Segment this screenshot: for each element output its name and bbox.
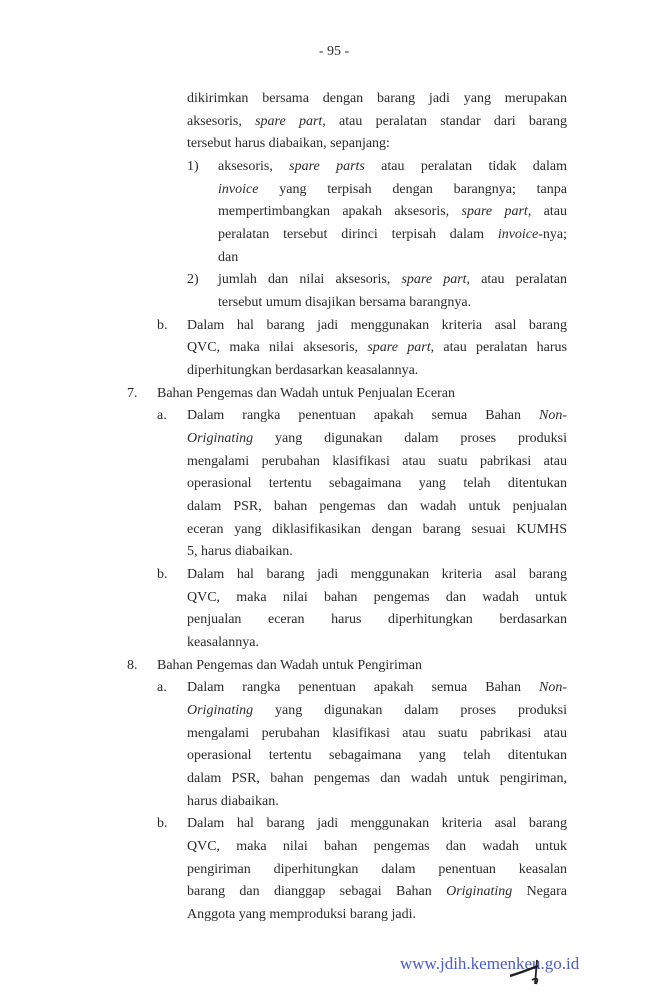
text-segment: yang digunakan dalam proses produksi xyxy=(253,431,567,447)
text-line xyxy=(218,226,567,244)
text-segment: Dalam hal barang jadi menggunakan kriteria asal barang xyxy=(187,816,567,832)
italic-term: spare part xyxy=(401,272,467,288)
italic-term: spare part xyxy=(367,340,431,356)
text-line xyxy=(187,430,567,448)
text-line xyxy=(218,158,567,176)
text-line xyxy=(218,249,238,267)
text-line xyxy=(187,407,567,425)
text-segment: dikirimkan bersama dengan barang jadi yang merupakan xyxy=(187,91,567,106)
list-marker: 1) xyxy=(187,159,199,174)
text-line xyxy=(187,725,567,743)
italic-term: Originating xyxy=(446,884,513,900)
text-segment: Anggota yang memproduksi barang jadi. xyxy=(187,907,417,923)
footer-website-link[interactable]: www.jdih.kemenkeu.go.id xyxy=(400,954,580,973)
text-segment: Dalam hal barang jadi menggunakan kriteria asal barang xyxy=(187,317,567,333)
text-segment: pengiriman diperhitungkan dalam penentuan keasalan xyxy=(187,861,567,877)
text-line xyxy=(187,566,567,584)
text-segment: dalam PSR, bahan pengemas dan wadah untuk penjualan xyxy=(187,499,567,515)
list-marker: a. xyxy=(157,680,167,696)
italic-term: Originating xyxy=(187,431,254,447)
text-segment: mengalami perubahan klasifikasi atau suatu pabrikasi atau xyxy=(187,453,567,469)
text-segment: operasional tertentu sebagaimana yang telah ditentukan xyxy=(187,748,567,764)
text-line xyxy=(187,521,567,539)
text-segment: , atau peralatan harus xyxy=(430,340,567,356)
text-segment: peralatan tersebut dirinci terpisah dalam xyxy=(218,227,498,243)
list-marker: b. xyxy=(157,317,168,333)
list-marker: a. xyxy=(157,408,167,424)
text-line xyxy=(187,702,567,720)
text-line xyxy=(157,657,422,675)
text-segment: operasional tertentu sebagaimana yang telah ditentukan xyxy=(187,476,567,492)
list-marker: 2) xyxy=(187,272,199,288)
text-segment: harus diabaikan. xyxy=(187,793,279,809)
text-segment: aksesoris, xyxy=(187,113,256,129)
text-line xyxy=(187,906,416,924)
text-segment: mempertimbangkan apakah aksesoris, xyxy=(218,204,462,220)
text-segment: jumlah dan nilai aksesoris, xyxy=(218,272,402,288)
text-line xyxy=(218,203,567,221)
text-line xyxy=(187,747,567,765)
text-line xyxy=(187,362,418,380)
text-segment: penjualan eceran harus diperhitungkan berdasarkan xyxy=(187,612,567,628)
page-number: - 95 - xyxy=(318,44,350,59)
text-line xyxy=(187,589,567,607)
text-segment: , atau peralatan standar dari barang xyxy=(322,113,568,129)
text-segment: -nya; xyxy=(538,227,567,243)
italic-term: spare parts xyxy=(289,159,365,174)
text-segment: , atau xyxy=(527,204,567,220)
italic-term: Non- xyxy=(539,680,567,696)
text-segment: tersebut umum disajikan bersama barangnya. xyxy=(218,295,472,311)
italic-term: Originating xyxy=(187,703,254,719)
text-segment: yang terpisah dengan barangnya; tanpa xyxy=(258,181,567,197)
text-segment: Dalam hal barang jadi menggunakan kriteria asal barang xyxy=(187,567,567,583)
list-marker: 7. xyxy=(127,385,138,401)
text-segment: Negara xyxy=(512,884,567,900)
list-marker: b. xyxy=(157,816,168,832)
text-segment: Dalam rangka penentuan apakah semua Bahan xyxy=(187,408,539,424)
text-segment: QVC, maka nilai bahan pengemas dan wadah untuk xyxy=(187,589,567,605)
text-line xyxy=(187,498,567,516)
text-line xyxy=(187,543,293,561)
text-line xyxy=(187,679,567,697)
text-segment: atau peralatan tidak dalam xyxy=(364,159,567,174)
signature-initial-icon xyxy=(510,958,570,988)
text-line xyxy=(187,317,567,335)
text-segment: diperhitungkan berdasarkan keasalannya. xyxy=(187,363,419,379)
text-line xyxy=(218,294,471,312)
text-segment: Bahan Pengemas dan Wadah untuk Pengiriman xyxy=(157,657,422,673)
text-line xyxy=(187,113,567,131)
text-segment: tersebut harus diabaikan, sepanjang: xyxy=(187,136,390,152)
text-line xyxy=(187,770,567,788)
text-segment: aksesoris, xyxy=(218,159,290,174)
text-line xyxy=(187,611,567,629)
italic-term: Non- xyxy=(539,408,567,424)
text-line xyxy=(187,90,567,108)
text-segment: , atau peralatan xyxy=(466,272,567,288)
text-segment: barang dan dianggap sebagai Bahan xyxy=(187,884,447,900)
text-segment: eceran yang diklasifikasikan dengan barang sesuai KUMHS xyxy=(187,521,567,537)
text-line xyxy=(187,861,567,879)
text-segment: Bahan Pengemas dan Wadah untuk Penjualan Eceran xyxy=(157,385,455,401)
text-segment: dan xyxy=(218,249,239,265)
text-segment: dalam PSR, bahan pengemas dan wadah untuk pengiriman, xyxy=(187,771,567,787)
italic-term: invoice xyxy=(218,181,259,197)
text-line xyxy=(187,838,567,856)
text-line xyxy=(187,793,279,811)
text-segment: mengalami perubahan klasifikasi atau suatu pabrikasi atau xyxy=(187,725,567,741)
text-line xyxy=(187,453,567,471)
text-segment: Dalam rangka penentuan apakah semua Bahan xyxy=(187,680,539,696)
italic-term: invoice xyxy=(497,227,539,243)
text-line xyxy=(187,815,567,833)
italic-term: spare part xyxy=(461,204,528,220)
text-line xyxy=(218,271,567,289)
text-line xyxy=(187,883,567,901)
text-line xyxy=(218,181,567,199)
text-line xyxy=(187,475,567,493)
text-segment: 5, harus diabaikan. xyxy=(187,544,293,560)
list-marker: 8. xyxy=(127,657,138,673)
text-line xyxy=(187,135,390,153)
text-segment: keasalannya. xyxy=(187,635,259,651)
text-line xyxy=(187,634,259,652)
text-segment: QVC, maka nilai aksesoris, xyxy=(187,340,368,356)
text-line xyxy=(187,339,567,357)
text-line xyxy=(157,385,455,403)
list-marker: b. xyxy=(157,567,168,583)
text-segment: QVC, maka nilai bahan pengemas dan wadah untuk xyxy=(187,839,567,855)
text-segment: yang digunakan dalam proses produksi xyxy=(253,703,567,719)
italic-term: spare part xyxy=(255,113,323,129)
